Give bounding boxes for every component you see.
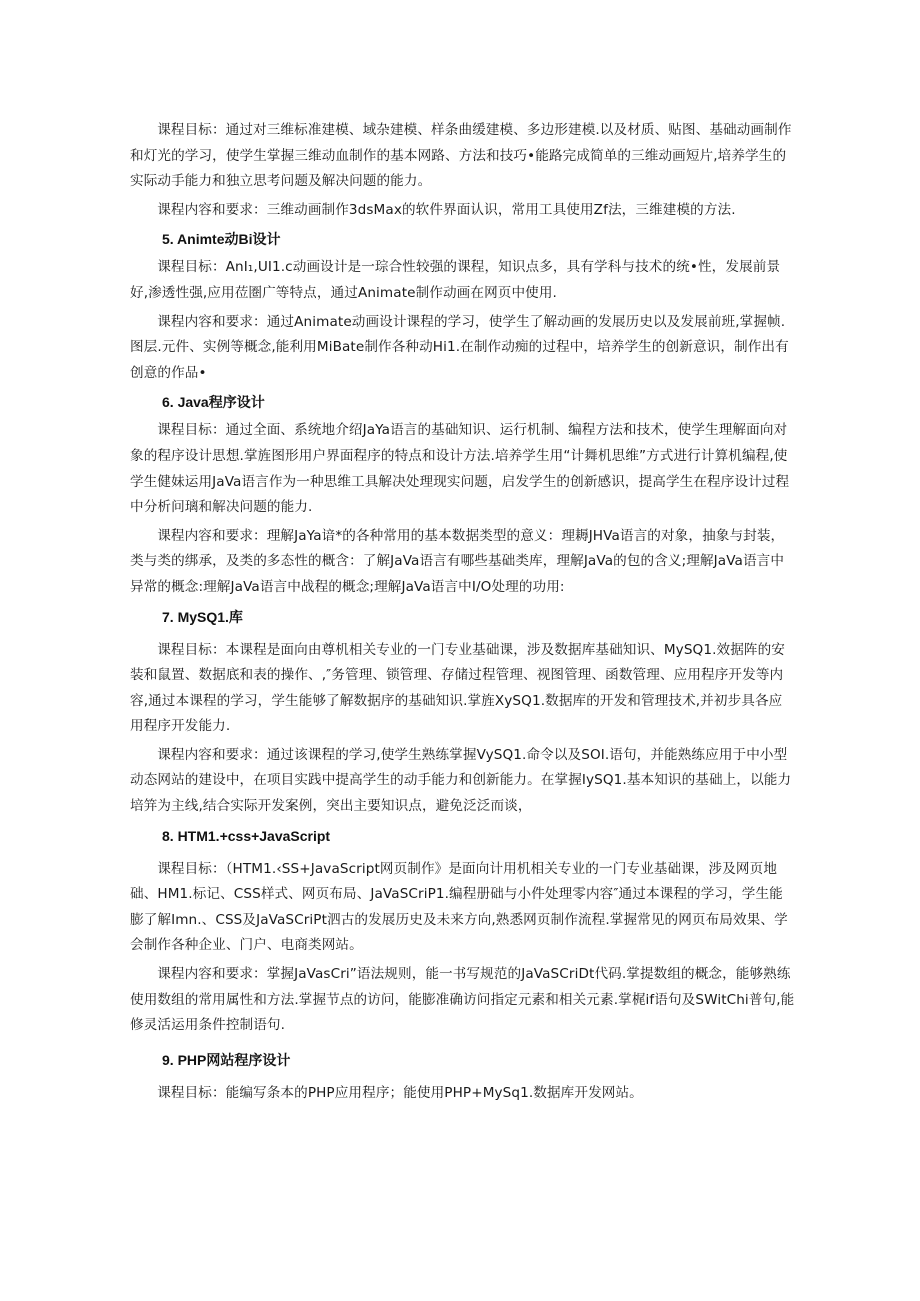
paragraph-web-goal: 课程目标：（HTM1.‹SS+JavaScript网页制作》是面向计用机相关专业的一门专业基础课，涉及网页地础、HM1.标记、CSS样式、网页布局、JaVaSCriP1.编程册础与小件处理零内容″通过本课程的学习，学生能膨了解Imn.、CSS及JaVaSCriPt泗古的发展历史及未来方向,熟悉网页制作流程.掌握常见的网页布局效果、学会制作各种企业、门户、电商类网站。 — [130, 860, 788, 954]
heading-java-programming: 6. Java程序设计 — [162, 394, 265, 411]
heading-mysql: 7. MySQ1.库 — [162, 608, 243, 625]
paragraph-java-goal: 课程目标：通过全面、系统地介绍JaYa语言的基础知识、运行机制、编程方法和技术，使学生理解面向对象的程序设计思想.掌旌图形用户界面程序的特点和设计方法.培养学生用“计舞机思维”方式进行计算机编程,使学生健妹运用JaVa语言作为一种思维工具解决处理现实问题，启发学生的创新感识，提高学生在程序设计过程中分析问璃和解决问题的能力. — [130, 422, 790, 516]
paragraph-php-goal: 课程目标：能编写条本的PHP应用程序；能使用PHP+MySq1.数据库开发网站。 — [157, 1084, 643, 1101]
paragraph-web-content: 课程内容和要求：掌握JaVasCri”语法规则，能一书写规范的JaVaSCriDt代码.掌提数组的概念，能够熟练使用数组的常用属性和方法.掌握节点的访问，能膨准确访问指定元素和相关元素.掌梶if语句及SWitChi普句,能修灵活运用条件控制语句. — [130, 966, 795, 1034]
heading-php-programming: 9. PHP网站程序设计 — [162, 1051, 291, 1068]
paragraph-animate-goal: 课程目标：AnI₁,UI1.c动画设计是一琮合性较强的课程，知识点多，具有学科与技术的统•性，发展前景好,渗透性强,应用莅圏广等特点，通过Animate制作动画在网页中使用. — [130, 259, 781, 301]
paragraph-java-content: 课程内容和要求：理解JaYa谙*的各种常用的基本数据类型的意义：理耨JHVa语言的对象，抽象与封装，类与类的绑承，及类的多态性的概含：了解JaVa语言有哪些基础类库，理解JaVa的包的含义;理解JaVa语言中异常的概念:理解JaVa语言中战程的概念;理解JaVa语言中I/O处理的功用: — [130, 527, 785, 595]
heading-animate-design: 5. Animte动Bi设计 — [162, 231, 281, 248]
paragraph-mysql-content: 课程内容和要求：通过该课程的学习,使学生熟练掌握VySQ1.命令以及SOI.语句，并能熟练应用于中小型动态网站的建设中，在项目实践中提高学生的动手能力和创新能力。在掌握IySQ1.基本知识的基础上，以能力培笄为主线,结合实际开发案例，突出主要知识点，避免泛泛而谈， — [130, 746, 792, 815]
paragraph-3d-content: 课程内容和要求：三维动画制作3dsMax的软件界面认识，常用工具使用Zf法，三维建模的方法. — [157, 201, 736, 218]
paragraph-animate-content: 课程内容和要求：通过Animate动画设计课程的学习，使学生了解动画的发展历史以及发展前班,掌握帧.图层.元件、实例等概念,能利用MiBate制作各种动Hi1.在制作动痴的过程中，培养学生的创新意识，制作出有创意的作品• — [130, 313, 789, 381]
paragraph-mysql-goal: 课程目标：本课程是面向由尊机相关专业的一门专业基础课，涉及数据库基础知识、MySQ1.效据阵的安装和鼠置、数据底和表的操作、,″务管理、锁管理、存储过程管理、视图管理、函数管理、应用程序开发等内容,通过本课程的学习，学生能够了解数据序的基础知识.掌旌XySQ1.数据库的开发和管理技术,并初步具各应用程序开发能力. — [130, 641, 785, 735]
heading-html-css-js: 8. HTM1.+css+JavaScript — [162, 827, 331, 844]
paragraph-3d-goal: 课程目标：通过对三维标准建模、域杂建模、样条曲缓建模、多边形建模.以及材质、贴图、基础动画制作和灯光的学习，使学生掌握三维动血制作的基本网路、方法和技巧•能路完成简单的三维动画短片,培养学生的实际动手能力和独立思考问题及解决问题的能力。 — [130, 122, 792, 190]
